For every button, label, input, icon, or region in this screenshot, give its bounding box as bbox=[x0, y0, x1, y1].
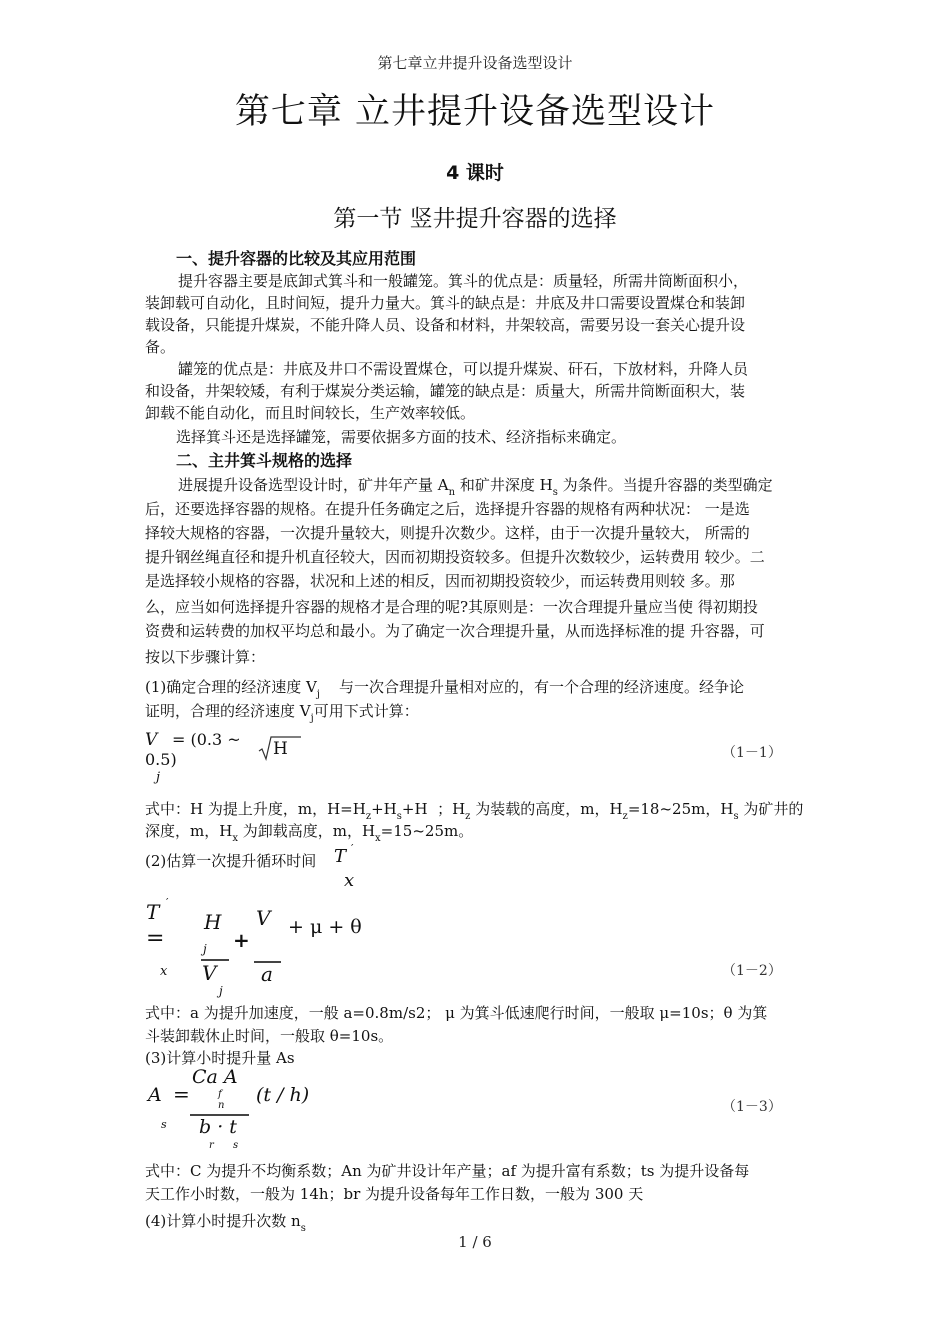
page-number: 1 / 6 bbox=[458, 1233, 492, 1251]
step2-note1: 式中：a 为提升加速度，一般 a=0.8m/s2； μ 为箕斗低速爬行时间，一般取 μ=10s；θ 为箕 bbox=[145, 1004, 768, 1022]
paragraph-line: 和设备，井架较矮，有利于煤炭分类运输，罐笼的缺点是：质量大，所需井筒断面积大，装 bbox=[145, 382, 746, 400]
step2-note2: 斗装卸载休止时间，一般取 θ=10s。 bbox=[145, 1027, 394, 1045]
paragraph-line: 卸载不能自动化，而且时间较长，生产效率较低。 bbox=[145, 404, 476, 422]
denominator: b · t bbox=[199, 1116, 237, 1138]
paragraph-line: 载设备，只能提升煤炭，不能升降人员、设备和材料，井架较高，需要另设一套关心提升设 bbox=[145, 316, 746, 334]
eq-lhs: V bbox=[145, 730, 158, 750]
eq-equals: = bbox=[173, 1082, 190, 1106]
numerator: Ca A bbox=[192, 1066, 238, 1088]
running-header: 第七章立井提升设备选型设计 bbox=[377, 54, 573, 72]
eq-lhs-sub: s bbox=[161, 1118, 167, 1131]
unit: (t / h) bbox=[256, 1084, 310, 1106]
chapter-title: 第七章 立井提升设备选型设计 bbox=[234, 92, 716, 132]
frac1-num-sub: j bbox=[203, 942, 207, 956]
eq-T: T bbox=[146, 900, 160, 924]
paragraph-line: 择较大规格的容器，一次提升量较大，则提升次数少。这样，由于一次提升量较大， 所需的 bbox=[145, 524, 750, 542]
eq-lhs-sub: j bbox=[156, 770, 161, 785]
frac1-numerator: H bbox=[204, 910, 222, 934]
paragraph-line: 罐笼的优点是：井底及井口不需设置煤仓，可以提升煤炭、矸石，下放材料，升降人员 bbox=[178, 360, 749, 378]
paragraph-line: 按以下步骤计算： bbox=[145, 648, 266, 666]
frac2-numerator: V bbox=[256, 906, 271, 930]
part1-heading: 一、提升容器的比较及其应用范围 bbox=[176, 249, 417, 268]
frac1-denominator: V bbox=[202, 961, 217, 985]
paragraph-line: 么，应当如何选择提升容器的规格才是合理的呢?其原则是：一次合理提升量应当使 得初期投 bbox=[145, 598, 758, 616]
paragraph-line: 装卸载可自动化，且时间短，提升力量大。箕斗的缺点是：井底及井口需要设置煤仓和装卸 bbox=[145, 294, 746, 312]
part2-heading: 二、主井箕斗规格的选择 bbox=[176, 451, 353, 470]
equation-number: （1－3） bbox=[722, 1099, 782, 1115]
step4-heading: (4)计算小时提升次数 $n_s$ bbox=[145, 1212, 306, 1234]
step2-symbol-prime: ′ bbox=[351, 842, 354, 855]
equation-number: （1－1） bbox=[722, 745, 782, 761]
step3-heading: (3)计算小时提升量 As bbox=[145, 1049, 295, 1067]
paragraph-line: 提升容器主要是底卸式箕斗和一般罐笼。箕斗的优点是：质量轻，所需井筒断面积小， bbox=[178, 272, 749, 290]
step3-note1: 式中：C 为提升不均衡系数；An 为矿井设计年产量；af 为提升富有系数；ts 为提升设备每 bbox=[145, 1162, 750, 1180]
eq-equals: = bbox=[146, 926, 165, 951]
step3-note2: 天工作小时数，一般为 14h；br 为提升设备每年工作日数，一般为 300 天 bbox=[145, 1185, 644, 1203]
step1-note2: 深度，m，$H_x$ 为卸载高度，m，$H_x=15\sim 25m$。 bbox=[145, 822, 474, 844]
frac2-denominator: a bbox=[261, 962, 273, 986]
eq-T-sub: x bbox=[160, 964, 168, 979]
paragraph-line: 提升钢丝绳直径和提升机直径较大，因而初期投资较多。但提升次数较少，运转费用 较少。二 bbox=[145, 548, 765, 566]
eq-sqrt-arg: H bbox=[273, 739, 288, 759]
step2-heading: (2)估算一次提升循环时间 bbox=[145, 852, 317, 870]
step2-symbol: T bbox=[334, 846, 347, 867]
equation-number: （1－2） bbox=[722, 963, 782, 979]
paragraph-line: 后，还要选择容器的规格。在提升任务确定之后，选择提升容器的规格有两种状况： 一是选 bbox=[145, 500, 750, 518]
eq-T-prime: ′ bbox=[166, 896, 169, 909]
step1-note1: 式中：H 为提上升度，m，$H=H_z+H_s+H$ ；$H_z$ 为装载的高度，m，$H_z=18\sim 25m$，$H_s$ 为矿井的 bbox=[145, 800, 804, 822]
frac1-den-sub: j bbox=[219, 984, 223, 998]
eq-lhs: A bbox=[148, 1084, 162, 1106]
paragraph-line: 进展提升设备选型设计时，矿井年产量 $A_n$ 和矿井深度 $H_s$ 为条件。当提升容器的类型确定 bbox=[178, 476, 773, 498]
numerator-sub-f: f bbox=[218, 1089, 222, 1100]
denominator-sub-r: r bbox=[209, 1140, 214, 1151]
step1-line1: (1)确定合理的经济速度 $V_j$ 与一次合理提升量相对应的，有一个合理的经济速度。经争论 bbox=[145, 678, 745, 700]
paragraph-line: 选择箕斗还是选择罐笼，需要依据多方面的技术、经济指标来确定。 bbox=[176, 428, 627, 446]
eq-rhs-coef-2: 0.5) bbox=[145, 750, 177, 769]
denominator-sub-s: s bbox=[233, 1140, 239, 1151]
section-title: 第一节 竖井提升容器的选择 bbox=[333, 206, 617, 232]
paragraph-line: 资费和运转费的加权平均总和最小。为了确定一次合理提升量，从而选择标准的提 升容器，可 bbox=[145, 622, 765, 640]
plus-sign: + bbox=[233, 928, 250, 952]
paragraph-line: 是选择较小规格的容器，状况和上述的相反，因而初期投资较少，而运转费用则较 多。那 bbox=[145, 572, 735, 590]
eq-rhs-coef: = (0.3 ~ bbox=[172, 730, 241, 749]
step1-line2: 证明，合理的经济速度 $V_j$可用下式计算： bbox=[145, 702, 419, 724]
paragraph-line: 备。 bbox=[145, 338, 176, 356]
numerator-sub-n: n bbox=[218, 1100, 225, 1111]
class-hours: 4 课时 bbox=[446, 162, 504, 184]
step2-symbol-sub: x bbox=[344, 870, 355, 891]
eq-tail: + μ + θ bbox=[288, 916, 362, 938]
